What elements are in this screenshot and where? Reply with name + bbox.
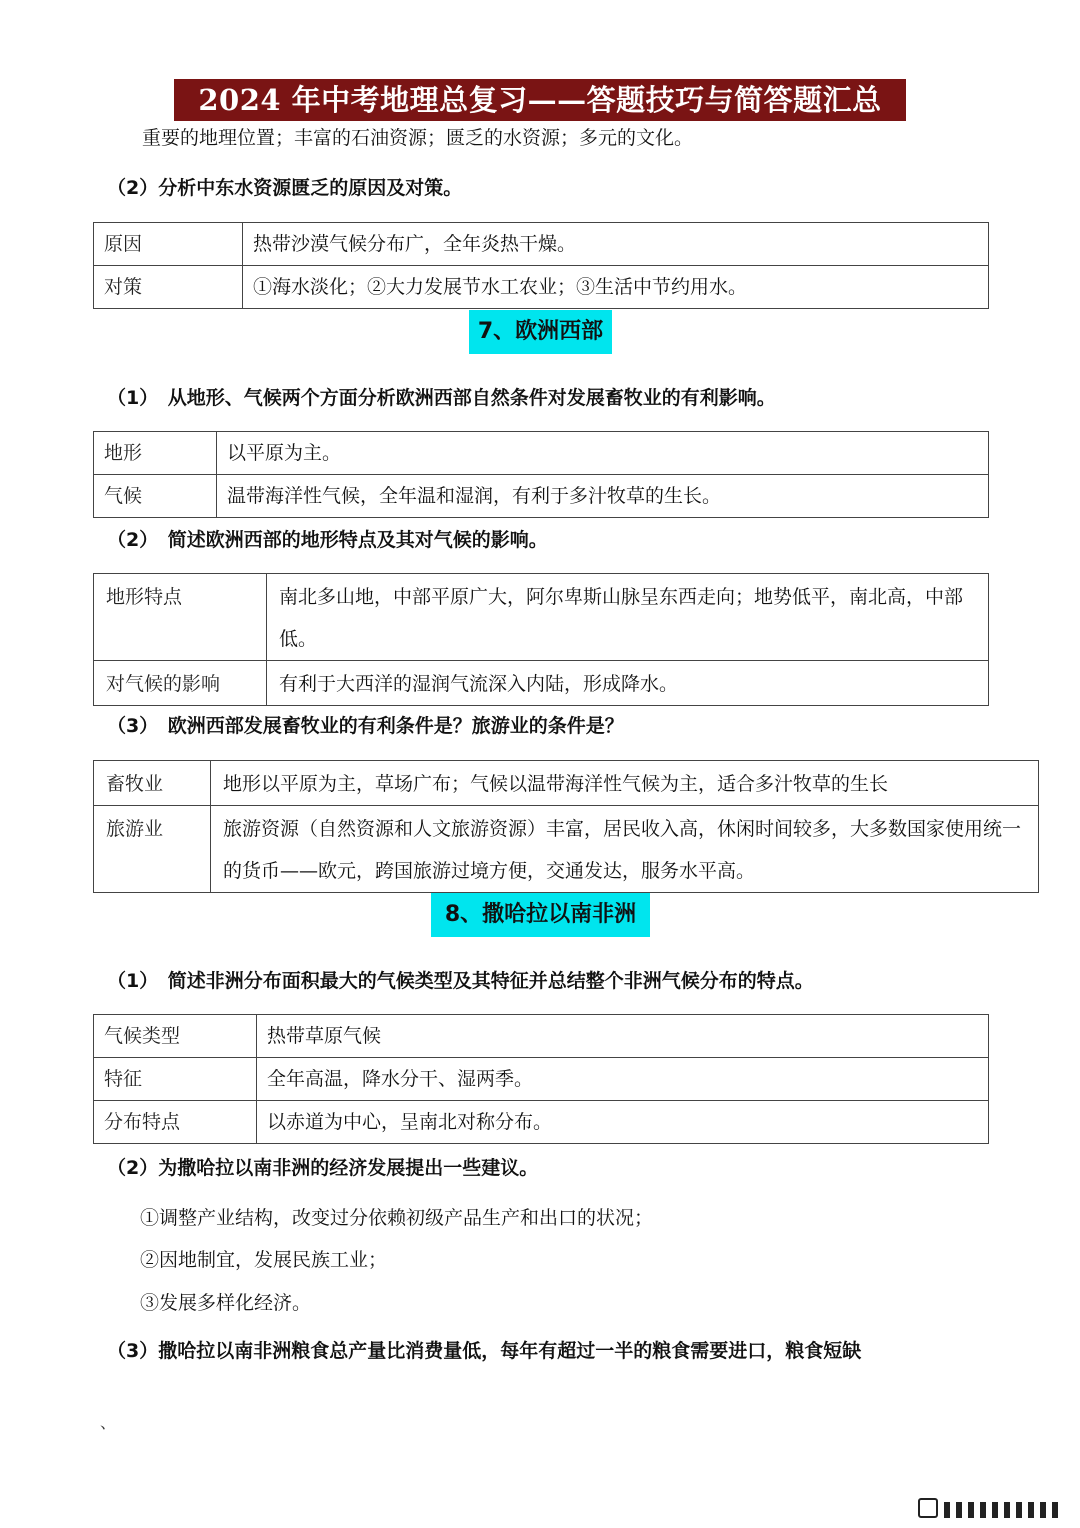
row-label: 地形 [94, 432, 217, 475]
table-row [94, 266, 989, 309]
section-heading-8: 8、撒哈拉以南非洲 [431, 893, 650, 937]
question-8-3: （3）撒哈拉以南非洲粮食总产量比消费量低，每年有超过一半的粮食需要进口，粮食短缺 [107, 1340, 862, 1362]
question-7-1: （1） 从地形、气候两个方面分析欧洲西部自然条件对发展畜牧业的有利影响。 [107, 387, 776, 409]
table-mideast [93, 222, 989, 309]
row-label: 气候 [94, 475, 217, 518]
table-row [94, 475, 989, 518]
question-7-3: （3） 欧洲西部发展畜牧业的有利条件是？旅游业的条件是？ [107, 715, 624, 737]
row-value: 以平原为主。 [217, 432, 989, 475]
bar-icon [956, 1502, 962, 1518]
bar-icon [1028, 1502, 1034, 1518]
intro-text: 重要的地理位置；丰富的石油资源；匮乏的水资源；多元的文化。 [142, 127, 694, 149]
row-label: 特征 [94, 1058, 257, 1101]
table-row [94, 432, 989, 475]
row-value: 以赤道为中心，呈南北对称分布。 [257, 1101, 989, 1144]
bar-icon [1016, 1502, 1022, 1518]
row-label: 对策 [94, 266, 243, 309]
viewer-toolbar [858, 1494, 1058, 1518]
page-view-icon[interactable] [918, 1498, 938, 1518]
bar-icon [992, 1502, 998, 1518]
table-row [94, 1058, 989, 1101]
table-row [94, 661, 989, 706]
row-value: 地形以平原为主，草场广布；气候以温带海洋性气候为主，适合多汁牧草的生长 [211, 761, 1039, 806]
section-heading-7: 7、欧洲西部 [469, 310, 612, 354]
row-value: 温带海洋性气候，全年温和湿润，有利于多汁牧草的生长。 [217, 475, 989, 518]
row-value: 热带草原气候 [257, 1015, 989, 1058]
suggestion-item: ①调整产业结构，改变过分依赖初级产品生产和出口的状况； [140, 1207, 654, 1229]
table-row [94, 806, 1039, 893]
row-value: 旅游资源（自然资源和人文旅游资源）丰富，居民收入高，休闲时间较多，大多数国家使用统一的货币——欧元，跨国旅游过境方便，交通发达，服务水平高。 [211, 806, 1039, 893]
table-row [94, 1015, 989, 1058]
suggestion-item: ③发展多样化经济。 [140, 1292, 312, 1314]
table-7-2 [93, 573, 989, 706]
bar-icon [944, 1502, 950, 1518]
bar-icon [1052, 1502, 1058, 1518]
row-label: 畜牧业 [94, 761, 211, 806]
table-8-1 [93, 1014, 989, 1144]
row-label: 旅游业 [94, 806, 211, 893]
row-value: 南北多山地，中部平原广大，阿尔卑斯山脉呈东西走向；地势低平，南北高，中部低。 [267, 574, 989, 661]
row-label: 原因 [94, 223, 243, 266]
table-row [94, 1101, 989, 1144]
question-mideast-2: （2）分析中东水资源匮乏的原因及对策。 [107, 177, 463, 199]
bar-icon [980, 1502, 986, 1518]
page-title: 2024 年中考地理总复习——答题技巧与简答题汇总 [174, 79, 906, 121]
question-8-1: （1） 简述非洲分布面积最大的气候类型及其特征并总结整个非洲气候分布的特点。 [107, 970, 814, 992]
question-8-2: （2）为撒哈拉以南非洲的经济发展提出一些建议。 [107, 1157, 539, 1179]
suggestion-item: ②因地制宜，发展民族工业； [140, 1249, 388, 1271]
question-7-2: （2） 简述欧洲西部的地形特点及其对气候的影响。 [107, 529, 548, 551]
bar-icon [1040, 1502, 1046, 1518]
row-value: 有利于大西洋的湿润气流深入内陆，形成降水。 [267, 661, 989, 706]
row-label: 气候类型 [94, 1015, 257, 1058]
table-7-1 [93, 431, 989, 518]
table-row [94, 574, 989, 661]
table-row [94, 223, 989, 266]
row-value: ①海水淡化；②大力发展节水工农业；③生活中节约用水。 [243, 266, 989, 309]
row-value: 热带沙漠气候分布广，全年炎热干燥。 [243, 223, 989, 266]
bar-icon [1004, 1502, 1010, 1518]
stray-mark: 、 [100, 1413, 117, 1432]
row-label: 地形特点 [94, 574, 267, 661]
bar-icon [968, 1502, 974, 1518]
row-label: 分布特点 [94, 1101, 257, 1144]
row-value: 全年高温，降水分干、湿两季。 [257, 1058, 989, 1101]
table-7-3 [93, 760, 1039, 893]
table-row [94, 761, 1039, 806]
row-label: 对气候的影响 [94, 661, 267, 706]
